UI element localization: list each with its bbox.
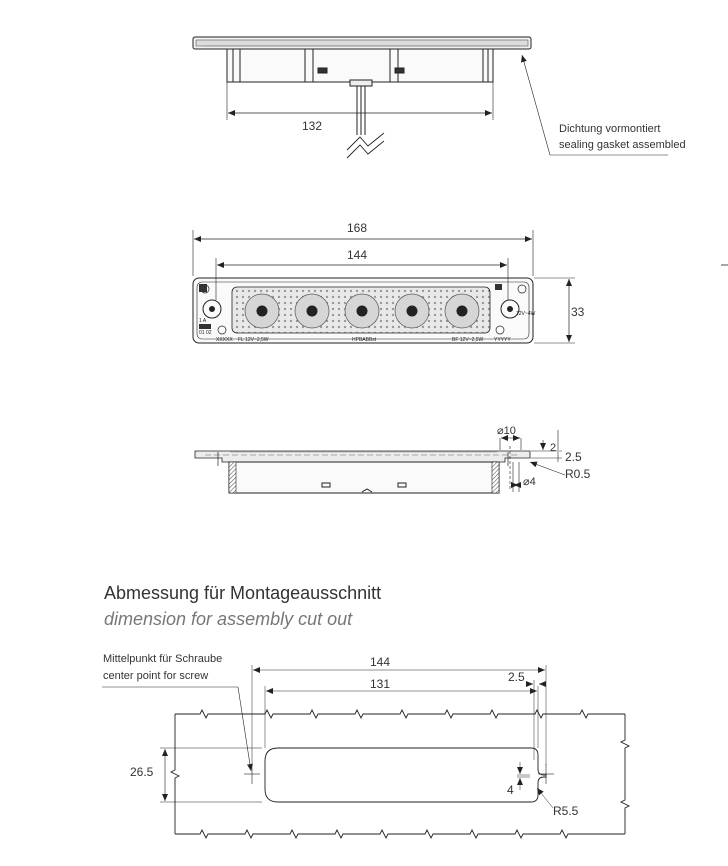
dim-text-2: 2 bbox=[550, 442, 557, 454]
dim-text-33: 33 bbox=[571, 305, 585, 319]
dim-text-4: 4 bbox=[507, 783, 514, 797]
section-body bbox=[229, 462, 499, 493]
dim-text-144: 144 bbox=[346, 248, 368, 262]
dim-text-d4: ⌀4 bbox=[523, 476, 536, 488]
panel-edge-right bbox=[621, 714, 629, 834]
section-view bbox=[195, 430, 565, 493]
dim-text-132: 132 bbox=[301, 119, 323, 133]
dim-text-r0-5: R0.5 bbox=[565, 467, 591, 481]
dim-text-2-5: 2.5 bbox=[565, 450, 582, 464]
screw-label-en: center point for screw bbox=[103, 670, 209, 682]
front-marking: FL 12V~2,5W bbox=[238, 337, 269, 343]
front-marking: BF 12V~2,5W bbox=[452, 337, 484, 343]
cutout-title-de: Abmessung für Montageausschnitt bbox=[104, 583, 382, 603]
front-marking: 12V~4W bbox=[516, 311, 536, 317]
front-marking: YYYYY bbox=[494, 337, 511, 343]
cutout-slot bbox=[265, 748, 546, 802]
cutout-title-en: dimension for assembly cut out bbox=[104, 609, 353, 629]
dim-text-168: 168 bbox=[346, 221, 368, 235]
section-flange bbox=[195, 451, 530, 462]
front-marking: 01 02 bbox=[199, 330, 212, 336]
panel-edge-left bbox=[171, 714, 179, 834]
dim-text-d10: ⌀10 bbox=[497, 425, 516, 437]
front-marking: HPBABBst bbox=[352, 337, 377, 343]
front-view bbox=[193, 230, 728, 343]
front-marking: XXXXX bbox=[216, 337, 233, 343]
dim-text-131: 131 bbox=[369, 677, 391, 691]
note-gasket-de: Dichtung vormontiert bbox=[559, 123, 661, 135]
panel-edge-bottom bbox=[175, 830, 625, 838]
side-view-housing bbox=[227, 49, 493, 82]
front-marking: 1 A bbox=[199, 318, 207, 324]
cutout-view bbox=[102, 665, 629, 838]
note-gasket-en: sealing gasket assembled bbox=[559, 139, 686, 151]
screw-label-de: Mittelpunkt für Schraube bbox=[103, 653, 223, 665]
dim-text-26-5: 26.5 bbox=[130, 765, 154, 779]
dim-text-r5-5: R5.5 bbox=[553, 804, 579, 818]
dim-text-2-5b: 2.5 bbox=[508, 670, 525, 684]
dim-text-144b: 144 bbox=[369, 655, 391, 669]
